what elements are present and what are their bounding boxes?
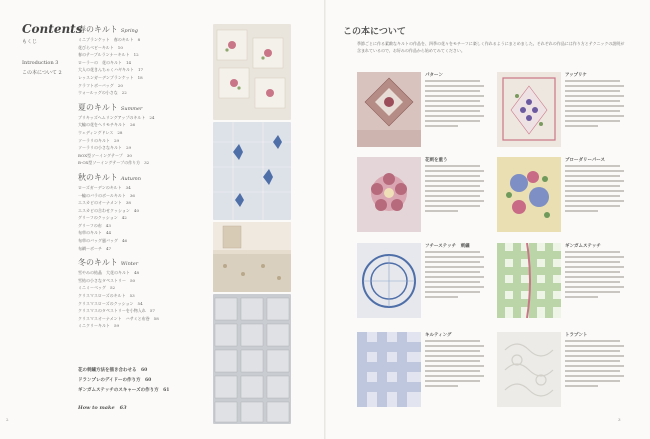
toc-section-winter [78,257,210,330]
about-title: この本について [343,27,406,37]
table-of-contents [78,24,210,335]
toc-item[interactable]: 布草のキルト 44 [78,230,112,236]
technique-card[interactable] [357,72,485,147]
technique-card[interactable] [497,243,625,318]
technique-name: 花刺を重う [425,158,448,163]
toc-item[interactable]: ローズガーデンのキルト 34 [78,184,131,190]
intro-item[interactable]: この本について 2 [22,70,62,76]
technique-card[interactable] [497,72,625,147]
summer-quilt-photo [213,122,291,220]
technique-card[interactable] [497,157,625,232]
applique-quilt-image [497,72,561,147]
toc-item[interactable]: ウェディングドレス 28 [78,129,123,135]
toc-item[interactable]: グリーフの布 43 [78,222,111,228]
toc-item[interactable]: レッスンガーデンブランケット 18 [78,74,143,80]
technique-text [425,165,485,223]
technique-name: ブローダリーパース [565,158,606,163]
toc-item[interactable]: B-OX型ソーイングテープの作り方 32 [78,160,150,166]
toc-item[interactable]: ブリキッズヘムリングアップのキルト 24 [78,114,155,120]
toc-item[interactable]: ソーラリの小さなキルト 29 [78,145,132,151]
intro-item[interactable]: Introduction 3 [22,60,59,66]
pattern-quilt-image [357,72,421,147]
flower-motif-image [357,157,421,232]
toc-item[interactable]: ミニミーベッグ 52 [78,285,116,291]
toc-item[interactable]: エスカピのオーナメント 38 [78,200,131,206]
technique-card[interactable] [357,243,485,318]
toc-item[interactable]: エスカピの合わせクッション 40 [78,207,140,213]
toc-item[interactable]: 布網ーボーチ 47 [78,245,112,251]
toc-item[interactable]: ソーラリのキルト 29 [78,137,120,143]
section-heading: 秋のキルト Autumn [78,172,141,182]
toc-item[interactable]: 布草のバッグ風バッグ 46 [78,238,128,244]
trapunto-image [497,332,561,407]
toc-item[interactable]: クリスマスのタペストリーを小物入れ 57 [78,308,155,314]
extra-item[interactable]: 花の刺繍方法を描き合わせる 60 [78,368,148,373]
toc-section-autumn [78,172,210,252]
technique-name: アップリケ [565,73,587,78]
technique-text [425,80,485,138]
section-heading: 夏のキルト Summer [78,102,143,112]
section-heading: 春のキルト Spring [78,25,138,34]
contents-title: Contents [22,22,83,36]
page-gutter [324,0,326,439]
toc-item[interactable]: クリスマスローズのキルト 53 [78,293,135,299]
extras-list [78,366,212,396]
technique-card[interactable] [357,157,485,232]
photo-column [213,24,291,424]
technique-card[interactable] [357,332,485,407]
toc-item[interactable]: グリーフのクッション 42 [78,215,127,221]
extra-item[interactable]: ギンガムステッチのスキャーズの作り方 61 [78,388,170,393]
section-heading: 冬のキルト Winter [78,258,139,268]
toc-item[interactable]: 雪結の小さなタペストリー 50 [78,277,136,283]
toc-item[interactable]: 花びらベビーキルト 10 [78,44,123,50]
extra-item[interactable]: ドランプレのデイドーの作り方 60 [78,378,152,383]
toc-item[interactable]: BOX型ソーイングテープ 30 [78,152,132,158]
toc-item[interactable]: 春のテーブルランナーキルト 12 [78,52,139,58]
technique-text [565,80,625,138]
toc-section-summer [78,102,210,167]
page-number-left: 2 [6,417,9,422]
broderie-perse-image [497,157,561,232]
toc-item[interactable]: 大輪の花をヘリモチキルト 26 [78,122,136,128]
technique-text [565,251,625,309]
technique-name: ギンガムステッチ [565,244,601,249]
toc-item[interactable]: ウォールッグの小さな 22 [78,90,127,96]
technique-name: キルティング [425,333,452,338]
toc-item[interactable]: ローラーの 花のキルト 14 [78,59,132,65]
contents-subtitle: もくじ [22,39,38,45]
technique-card[interactable] [497,332,625,407]
toc-item[interactable]: 雪やみの結晶 大花のキルト 48 [78,270,140,276]
quilting-image [357,332,421,407]
spring-quilt-photo [213,24,291,120]
how-to-make-link[interactable]: How to make 63 [78,405,127,411]
embroidery-stitch-image [357,243,421,318]
technique-text [425,340,485,398]
technique-text [565,165,625,223]
technique-text [565,340,625,398]
about-intro: 季節ごとに作る素敵なキルトの作品を、四季の花々をモチーフに楽しく作れるようにまとめました。それぞれの作品には作り方とテクニックの説明が含まれているので、お好みの作品から始めてみてください。 [357,41,625,53]
toc-item[interactable]: ミニクリーキルト 59 [78,323,120,329]
gingham-stitch-image [497,243,561,318]
toc-item[interactable]: クリスマスローズのクッション 54 [78,300,143,306]
toc-item[interactable]: クリスマスオーナメント ハサミと布巻 58 [78,315,159,321]
technique-text [425,251,485,309]
toc-item[interactable]: 一輪のバラのボールキルト 36 [78,192,135,198]
technique-name: パターン [425,73,443,78]
intro-list [22,58,62,78]
toc-item[interactable]: 大人の花きんちゃくハギキルト 17 [78,67,144,73]
technique-name: フチーステッチ 刺繍 [425,244,470,249]
toc-item[interactable]: クラフトボーバッグ 20 [78,82,123,88]
winter-quilt-photo [213,294,291,424]
autumn-quilt-photo [213,222,291,292]
toc-item[interactable]: ミニブランケット 春のキルト 8 [78,37,141,42]
technique-name: トラプント [565,333,588,338]
page-number-right: 3 [618,417,621,422]
toc-section-spring [78,24,210,97]
